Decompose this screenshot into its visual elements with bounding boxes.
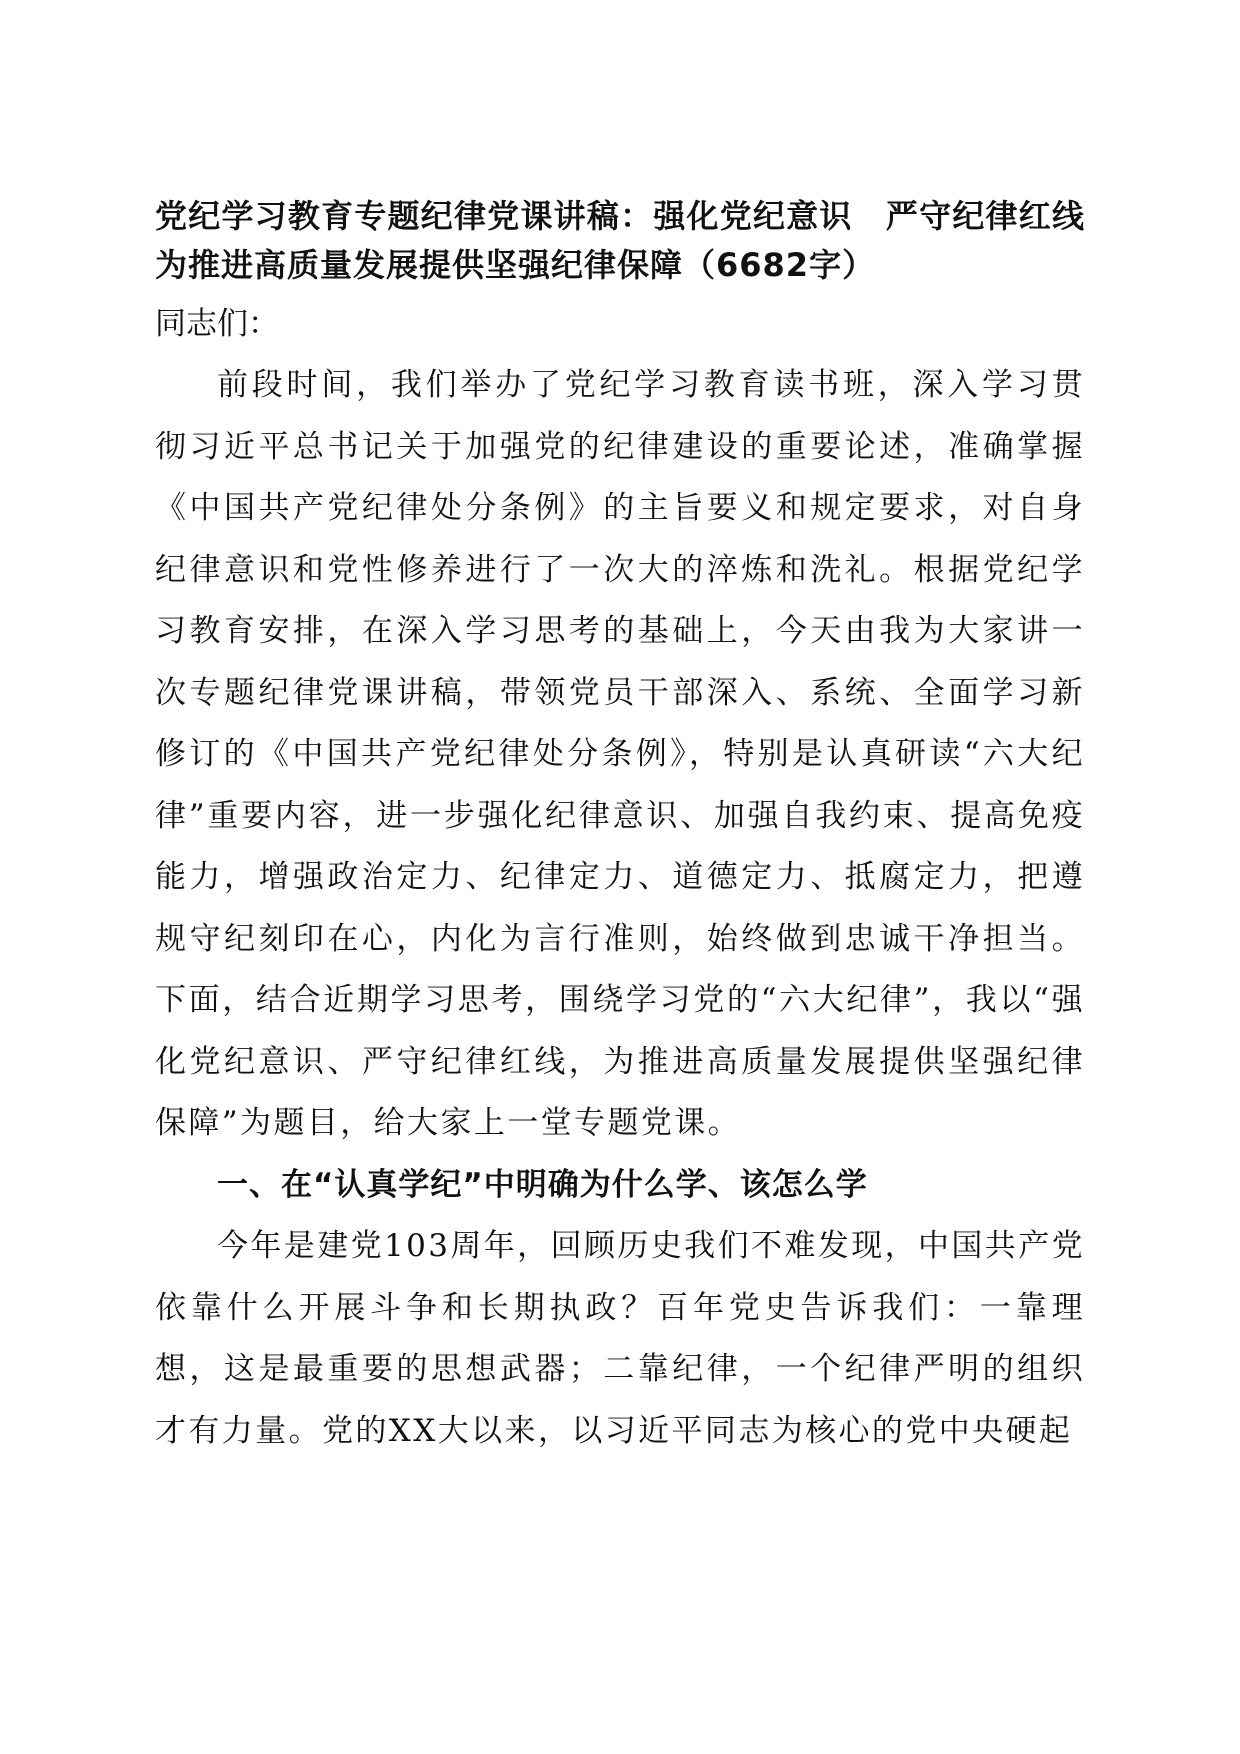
section-heading: 一、在“认真学纪”中明确为什么学、该怎么学 xyxy=(217,1166,868,1203)
section-paragraph: 今年是建党103周年，回顾历史我们不难发现，中国共产党依靠什么开展斗争和长期执政？百年党史告诉我们：一靠理想，这是最重要的思想武器；二靠纪律，一个纪律严明的组织才有力量。党的XX大以来，以习近平同志为核心的党中央硬起 xyxy=(155,1228,1085,1449)
document-title: 党纪学习教育专题纪律党课讲稿：强化党纪意识 严守纪律红线 为推进高质量发展提供坚强纪律保障（6682字） xyxy=(155,197,1085,284)
document-page xyxy=(155,192,1085,1462)
salutation: 同志们： xyxy=(155,306,279,342)
intro-paragraph: 前段时间，我们举办了党纪学习教育读书班，深入学习贯彻习近平总书记关于加强党的纪律建设的重要论述，准确掌握《中国共产党纪律处分条例》的主旨要义和规定要求，对自身纪律意识和党性修养进行了一次大的淬炼和洗礼。根据党纪学习教育安排，在深入学习思考的基础上，今天由我为大家讲一次专题纪律党课讲稿，带领党员干部深入、系统、全面学习新修订的《中国共产党纪律处分条例》，特别是认真研读“六大纪律”重要内容，进一步强化纪律意识、加强自我约束、提高免疫能力，增强政治定力、纪律定力、道德定力、抵腐定力，把遵规守纪刻印在心，内化为言行准则，始终做到忠诚干净担当。下面，结合近期学习思考，围绕学习党的“六大纪律”，我以“强化党纪意识、严守纪律红线，为推进高质量发展提供坚强纪律保障”为题目，给大家上一堂专题党课。 xyxy=(155,367,1085,1141)
